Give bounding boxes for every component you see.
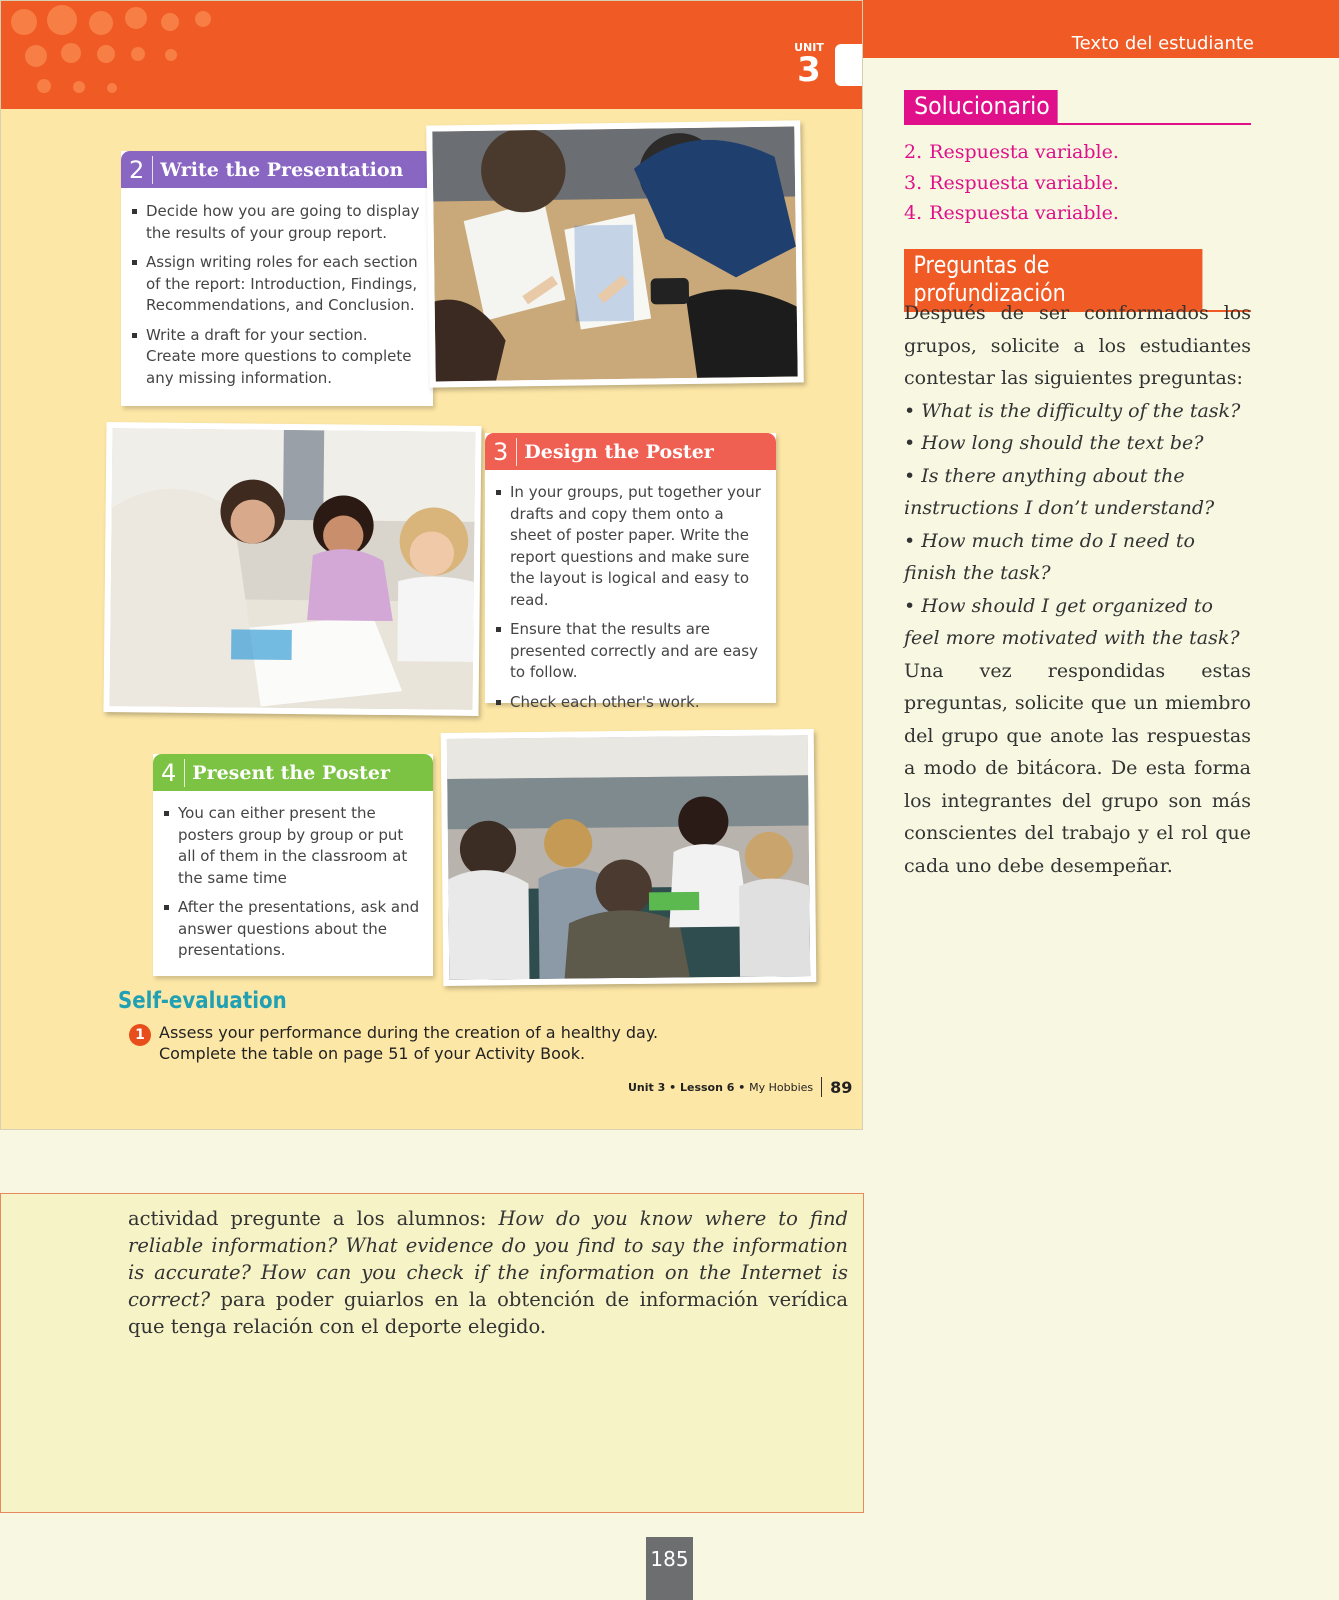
question-item: • Is there anything about the instructions I don’t understand? xyxy=(904,464,1215,519)
section-title-bar xyxy=(121,151,433,188)
bullet-item: You can either present the posters group by group or put all of them in the classroom at the same time xyxy=(162,803,424,889)
photo-classroom-group xyxy=(441,729,817,986)
profundizacion-title: Preguntas de profundización xyxy=(904,249,1202,310)
section-card-design-poster xyxy=(485,433,776,711)
profundizacion-closing: Una vez respondidas estas preguntas, solicite que un miembro del grupo que anote las respuestas a modo de bitácora. De esta forma los integrantes del grupo son más conscientes del trabajo y el rol que cada uno debe desempeñar. xyxy=(904,659,1251,877)
answer-item: 2. Respuesta variable. xyxy=(904,141,1119,163)
section-bullets xyxy=(130,201,420,397)
bullet-item: Write a draft for your section. Create more questions to complete any missing information. xyxy=(130,325,420,390)
self-evaluation-line: Assess your performance during the creation of a healthy day. xyxy=(159,1023,659,1042)
bullet-item: In your groups, put together your drafts and copy them onto a sheet of poster paper. Write the report questions and make sure the layout is logical and easy to read. xyxy=(494,482,766,611)
note-questions: How do you know where to find reliable information? What evidence do you find to say the information is accurate? How can you check if the information on the Internet is correct? xyxy=(128,1207,848,1311)
unit-tab xyxy=(835,44,863,86)
self-evaluation-number: 1 xyxy=(129,1024,151,1046)
question-item: • How much time do I need to finish the task? xyxy=(904,529,1195,584)
footer-lesson: Lesson 6 xyxy=(679,1080,735,1094)
unit-label: UNIT xyxy=(794,41,824,54)
section-bullets xyxy=(162,803,424,970)
question-item: • How should I get organized to feel more motivated with the task? xyxy=(904,594,1240,649)
teacher-note-box xyxy=(0,1193,864,1513)
unit-number: 3 xyxy=(797,50,821,90)
self-evaluation-title: Self-evaluation xyxy=(118,988,287,1014)
question-item: • What is the difficulty of the task? xyxy=(904,399,1241,422)
book-page-footer: Unit 3 • Lesson 6 • My Hobbies 89 xyxy=(628,1077,853,1097)
section-card-present-poster xyxy=(153,754,433,976)
self-evaluation-text xyxy=(159,1022,658,1064)
profundizacion-body xyxy=(904,297,1251,882)
top-bar xyxy=(863,0,1339,58)
bullet-item: After the presentations, ask and answer questions about the presentations. xyxy=(162,897,424,962)
bullet-item: Assign writing roles for each section of the report: Introduction, Findings, Recommendations, and Conclusion. xyxy=(130,252,420,317)
photo-teacher-with-students xyxy=(103,422,481,716)
section-bullets xyxy=(494,482,766,721)
section-number: 4 xyxy=(153,759,185,787)
bullet-item: Decide how you are going to display the results of your group report. xyxy=(130,201,420,244)
section-number: 3 xyxy=(485,438,517,466)
section-title-bar xyxy=(485,433,776,470)
solucionario-title: Solucionario xyxy=(904,90,1058,123)
answer-item: 4. Respuesta variable. xyxy=(904,202,1119,224)
footer-topic: My Hobbies xyxy=(749,1080,814,1094)
section-title: Design the Poster xyxy=(524,440,714,463)
question-item: • How long should the text be? xyxy=(904,432,1204,454)
section-number: 2 xyxy=(121,156,153,184)
footer-divider xyxy=(821,1077,822,1097)
section-label: Texto del estudiante xyxy=(1071,33,1254,54)
book-header-band xyxy=(1,1,863,109)
solucionario-heading xyxy=(904,90,1251,125)
self-evaluation-line: Complete the table on page 51 of your Activity Book. xyxy=(159,1044,586,1063)
unit-badge xyxy=(789,41,829,90)
section-card-write-presentation xyxy=(121,151,433,406)
section-title: Write the Presentation xyxy=(160,158,404,181)
book-page-number: 89 xyxy=(830,1077,853,1097)
answer-item: 3. Respuesta variable. xyxy=(904,171,1119,194)
profundizacion-intro: Después de ser conformados los grupos, solicite a los estudiantes contestar las siguientes preguntas: xyxy=(904,302,1251,389)
solucionario-list xyxy=(904,137,1119,229)
bullet-item: Check each other's work. xyxy=(494,692,766,714)
photo-students-writing xyxy=(426,120,804,387)
section-title-bar xyxy=(153,754,433,791)
footer-unit: Unit 3 xyxy=(628,1080,666,1094)
teacher-note-text: actividad pregunte a los alumnos: How do you know where to find reliable information? What evidence do you find to say the information is accurate? How can you check if the information on the Internet is correct? para poder guiarlos en la obtención de información verídica que tenga relación con el deporte elegido. xyxy=(128,1207,848,1338)
page-number: 185 xyxy=(646,1537,693,1600)
student-book-page xyxy=(0,0,863,1130)
section-title: Present the Poster xyxy=(192,761,390,784)
bullet-item: Ensure that the results are presented correctly and are easy to follow. xyxy=(494,619,766,684)
